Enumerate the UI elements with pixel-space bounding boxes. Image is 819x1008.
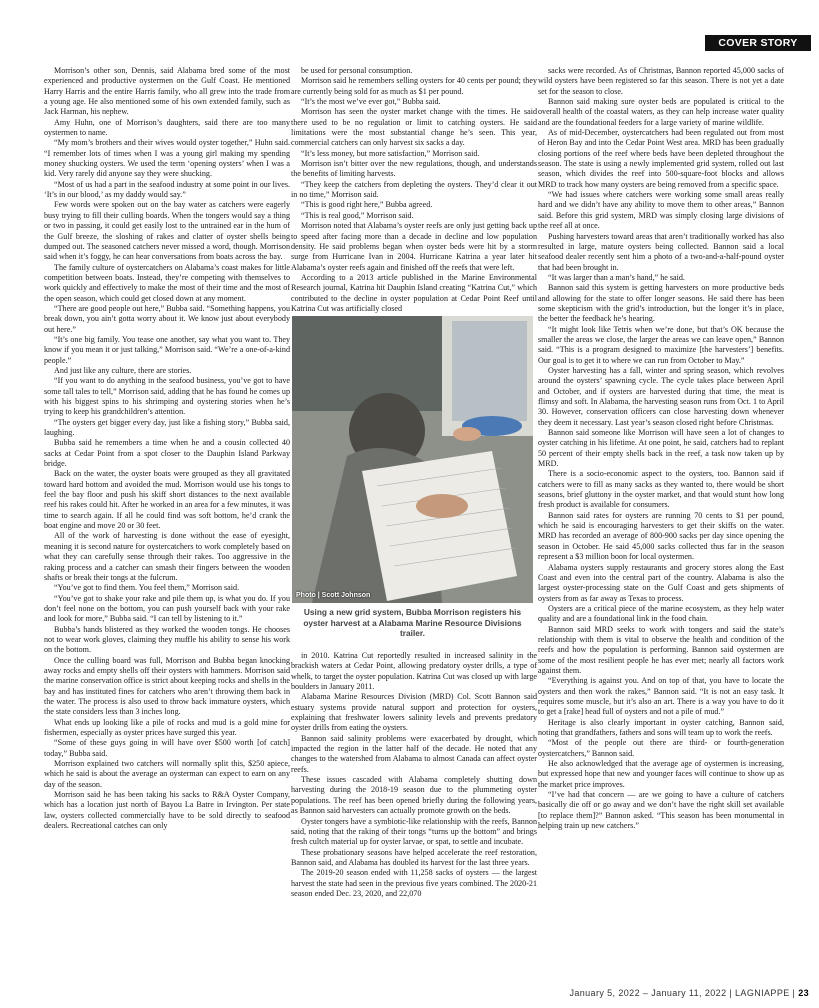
paragraph: “The oysters get bigger every day, just like a fishing story,” Bubba said, laughing.	[44, 417, 290, 438]
paragraph: Heritage is also clearly important in oyster catching, Bannon said, noting that grandfathers, fathers and sons will team up to work the reefs.	[538, 717, 784, 737]
paragraph: Morrison noted that Alabama’s oyster reefs are only just getting back up to speed after facing more than a decade in decline and low population density. He said problems began when oyster beds were hit by a storm surge from Hurricane Ivan in 2004. Hurricane Katrina a year later hit Alabama’s oyster reefs again and finished off the reefs that were left.	[291, 221, 537, 272]
paragraph: Pushing harvesters toward areas that aren’t traditionally worked has also resulted in large, mature oysters being collected. Bannon said a local seafood dealer recently sent him a photo of a two-and-a-half-pound oyster that had been brought in.	[538, 231, 784, 272]
paragraph: He also acknowledged that the average age of oystermen is increasing, but expressed hope that new and younger faces will continue to show up as the market price improves.	[538, 759, 784, 789]
article-photo	[292, 316, 533, 603]
article-column-1	[44, 66, 290, 956]
paragraph: Morrison said he remembers selling oysters for 40 cents per pound; they are currently being sold for as much as $1 per pound.	[291, 76, 537, 96]
paragraph: “Some of these guys going in will have over $500 worth [of catch] today,” Bubba said.	[44, 738, 290, 758]
paragraph: Once the culling board was full, Morrison and Bubba began knocking away rocks and empty shells off their oysters with hammers. Morrison said the marine conservation office is strict about keeping rocks and shells in the bay and has instituted fines for catchers who aren’t throwing them back in the water. The process is also used to throw back immature oysters, which the state considers less than 3 inches long.	[44, 655, 290, 717]
photo-illustration	[292, 316, 533, 603]
paragraph: Amy Huhn, one of Morrison’s daughters, said there are too many oystermen to name.	[44, 117, 290, 138]
paragraph: Morrison explained two catchers will normally split this, $250 apiece, which he said is about the average an oysterman can expect to earn on any day of the season.	[44, 759, 290, 789]
paragraph: Morrison said he has been taking his sacks to R&A Oyster Company, which has a location just north of Bayou La Batre in Irvington. Per state law, oysters collected commercially have to be sold directly to seafood dealers. Recreational catches can only	[44, 790, 290, 831]
paragraph: Alabama Marine Resources Division (MRD) Col. Scott Bannon said estuary systems provide natural support and protection for oysters, explaining that freshwater lowers salinity levels and prevents predatory oyster drills from eating the oysters.	[291, 692, 537, 733]
section-tag: COVER STORY	[705, 35, 811, 51]
paragraph: Bannon said rates for oysters are running 70 cents to $1 per pound, which he said is encouraging harvesters to get their skiffs on the water. MRD has recorded an average of 800-900 sacks per day since opening the season in October. He said 45,000 sacks collected thus far in the season represent a $3 million boon for local oystermen.	[538, 510, 784, 562]
article-column-3	[538, 66, 784, 956]
paragraph: Back on the water, the oyster boats were grouped as they all gravitated toward hard bottom and avoided the mud. Morrison would use his tongs to feel the bay floor and push his skiff short distances to the next available reef his rakes could hit. After he worked in an area for a few minutes, it was time to search again. If all he could find was soft bottom, he’d crank the boat engine and move 20 or 30 feet.	[44, 469, 290, 531]
paragraph: “Most of the people out there are third- or fourth-generation oystercatchers,” Bannon said.	[538, 738, 784, 758]
paragraph: “I’ve had that concern — are we going to have a culture of catchers basically die off or go away and we don’t have the right skill set available [to replace them]?” Bannon asked. “This season has been monumental in helping train up new catchers.”	[538, 790, 784, 831]
paragraph: There is a socio-economic aspect to the oysters, too. Bannon said if catchers were to fill as many sacks as they wanted to, there would be short seasons, brief gluttony in the oyster market, and that would stunt how long fresh product is available for consumers.	[538, 469, 784, 510]
paragraph: Morrison’s other son, Dennis, said Alabama bred some of the most experienced and productive oystermen on the Gulf Coast. He mentioned Harry Harris and the entire Harris family, who all grew into the trade from a young age. He also mentioned some of his own extended family, such as Jack Harman, his nephew.	[44, 66, 290, 117]
paragraph: Bubba said he remembers a time when he and a cousin collected 40 sacks at Cedar Point from a spot closer to the Dauphin Island Parkway bridge.	[44, 438, 290, 469]
paragraph: “They keep the catchers from depleting the oysters. They’d clear it out in no time,” Morrison said.	[291, 179, 537, 200]
paragraph: And just like any culture, there are stories.	[54, 365, 192, 375]
article-column-2-continued	[291, 651, 537, 956]
paragraph: Bannon said salinity problems were exacerbated by drought, which impacted the region in the latter half of the decade. He noted that any changes to the watershed from Alabama to almost Canada can affect oyster reefs.	[291, 733, 537, 774]
paragraph: in 2010. Katrina Cut reportedly resulted in increased salinity in the brackish waters at Cedar Point, allowing predatory oyster drills, a type of whelk, to target the oyster population. Katrina Cut was closed up with large boulders in January 2011.	[291, 651, 537, 692]
paragraph: Oyster harvesting has a fall, winter and spring season, which revolves around the oysters’ spawning cycle. The cycle takes place between April and October, and if oysters are harvested during that time, the meat is flimsy and soft. In Alabama, the harvesting season runs from Oct. 1 to April 30. However, conservation officers can close harvesting down whenever they deem it necessary. Last year’s season closed right before Christmas.	[538, 365, 784, 427]
paragraph: According to a 2013 article published in the Marine Environmental Research journal, Katrina hit Dauphin Island creating “Katrina Cut,” which contributed to the decline in oyster population at Cedar Point Reef until Katrina Cut was artificially closed	[291, 272, 537, 313]
paragraph: Bubba’s hands blistered as they worked the wooden tongs. He chooses not to wear work gloves, claiming they muffle his ability to sense his work on the bottom.	[44, 624, 290, 655]
paragraph: Alabama oysters supply restaurants and grocery stores along the East Coast and even into the central part of the country. Alabama is also the largest oyster-processing state on the Gulf Coast and gets shipments of oysters from as far away as Texas to process.	[538, 562, 784, 603]
paragraph: Few words were spoken out on the bay water as catchers were eagerly busy trying to fill their culling boards. When the tongers would say a thing or two in passing, it could get easily lost to the untrained ear in the hum of the Gulf breeze, the sloshing of rakes and clatter of oyster shells being dumped out. The seasoned catchers never missed a word, though. Morrison said when it’s foggy, he can hear conversations from boats across the bay.	[44, 200, 290, 262]
paragraph: sacks were recorded. As of Christmas, Bannon reported 45,000 sacks of wild oysters have been registered so far this season. There is not yet a date set for the season to close.	[538, 66, 784, 96]
paragraph: The 2019-20 season ended with 11,258 sacks of oysters — the largest harvest the state had seen in the previous five years combined. The 2020-21 season ended Dec. 23, 2020, and 22,070	[291, 868, 537, 898]
paragraph: Bannon said this system is getting harvesters on more productive beds and allowing for the state to offer longer seasons. He said there has been some skepticism with the grid’s introduction, but the longer it’s in place, the better the feedback he’s hearing.	[538, 283, 784, 324]
paragraph: “It’s the most we’ve ever got,” Bubba said.	[301, 97, 441, 107]
paragraph: “Everything is against you. And on top of that, you have to locate the oysters and then work the rakes,” Bannon said. “It is not an easy task. It requires some muscle, but it’s also an art. There is a way you have to do it to get a [rake] head full of oysters and not a pile of mud.”	[538, 676, 784, 717]
photo-credit: Photo | Scott Johnson	[296, 592, 371, 599]
paragraph: “If you want to do anything in the seafood business, you’ve got to have some tall tales to tell,” Morrison said, adding that he has found he comes up with his biggest spins to his shrimping and oystering stories when he’s trying to keep his grandchildren’s attention.	[44, 376, 290, 417]
paragraph: Oyster tongers have a symbiotic-like relationship with the reefs, Bannon said, noting that the raking of their tongs “turns up the bottom” and brings fresh cultch material up for oyster larvae, or spat, to settle and incubate.	[291, 816, 537, 847]
paragraph: “It’s one big family. You tease one another, say what you want to. They know if you mean it or just talking,” Morrison said. “We’re a one-of-a-kind people.”	[44, 334, 290, 365]
paragraph: “My mom’s brothers and their wives would oyster together,” Huhn said. “I remember lots of times when I was a young girl making my spending money shucking oysters. We used the term ‘opening oysters’ when I was a kid. Very rarely did anyone say they were shucking.	[44, 138, 290, 179]
paragraph: Bannon said someone like Morrison will have seen a lot of changes to oyster catching in his lifetime. At one point, he said, catchers had to replant 50 percent of their empty shells back in the reef, a task now taken up by MRD.	[538, 428, 784, 469]
page-footer	[569, 988, 809, 998]
photo-caption: Using a new grid system, Bubba Morrison registers his oyster harvest at a Alabama Marine Resource Divisions trailer.	[303, 607, 522, 638]
paragraph: Bannon said MRD seeks to work with tongers and said the state’s relationship with them is vital to observe the health and condition of the reefs and how the population is performing. Bannon said oystermen are some of the most resilient people he has ever met; nearly all factors work against them.	[538, 624, 784, 675]
paragraph: be used for personal consumption.	[301, 66, 413, 75]
paragraph: Morrison isn’t bitter over the new regulations, though, and understands the benefits of limiting harvests.	[291, 159, 537, 179]
paragraph: Bannon said making sure oyster beds are populated is critical to the overall health of the coastal waters, as they can help increase water quality and are the foundational feeders for a large variety of marine wildlife.	[538, 97, 784, 127]
paragraph: “You’ve got to find them. You feel them,” Morrison said.	[54, 583, 240, 593]
paragraph: “There are good people out here,” Bubba said. “Something happens, you break down, you ain’t gotta worry about it. We know just about everybody out here.”	[44, 303, 290, 334]
paragraph: “It’s less money, but more satisfaction,” Morrison said.	[301, 148, 480, 158]
paragraph: “We had issues where catchers were working some small areas really hard and we didn’t have any ability to move them to other areas,” Bannon said. Before this grid system, MRD was simply closing large divisions of the reef all at once.	[538, 190, 784, 231]
paragraph: “This is good right here,” Bubba agreed.	[301, 200, 433, 210]
paragraph: The family culture of oystercatchers on Alabama’s coast makes for little competition between boats. Instead, they’re competing with themselves to work quickly and effectively to make the most of their time and the most of the open season, which could get closed down at any moment.	[44, 262, 290, 303]
paragraph: “It might look like Tetris when we’re done, but that’s OK because the smaller the areas we close, the larger the areas we can leave open,” Bannon said. “This is a program designed to maximize [the harvesters’] benefits. Our goal is to get it to where we can run from October to May.”	[538, 324, 784, 365]
paragraph: “This is real good,” Morrison said.	[301, 210, 414, 220]
paragraph: Morrison has seen the oyster market change with the times. He said there used to be no regulation or limit to catching oysters. He said limitations were the most substantial change he’s seen. This year, commercial catchers can only harvest six sacks a day.	[291, 107, 537, 148]
paragraph: As of mid-December, oystercatchers had been regulated out from most of Heron Bay and into the Cedar Point West area. MRD has been gradually closing portions of the reef where beds have been depleted throughout the season. The state is using a newly implemented grid system, rolled out last season, which divides the reef into 500-square-foot blocks and allows MRD to track how many oysters are being removed from a specific space.	[538, 128, 784, 189]
paragraph: These issues cascaded with Alabama completely shutting down harvesting during the 2018-19 season due to the plummeting oyster populations. The reef has been opened briefly during the following years, as Bannon said harvesters can actually promote growth on the beds.	[291, 775, 537, 816]
paragraph: “You’ve got to shake your rake and pile them up, is what you do. If you don’t feel none on the bottom, you can push yourself back with your rake and look for more,” Bubba said. “I can tell by listening to it.”	[44, 593, 290, 624]
article-column-2	[291, 66, 537, 313]
paragraph: “It was larger than a man’s hand,” he said.	[548, 272, 685, 282]
paragraph: These probationary seasons have helped accelerate the reef restoration, Bannon said, and Alabama has doubled its harvest for the last three years.	[291, 847, 537, 867]
page-number: 23	[798, 988, 809, 998]
footer-dates: January 5, 2022 – January 11, 2022 | LAGNIAPPE |	[569, 988, 796, 998]
paragraph: “Most of us had a part in the seafood industry at some point in our lives. ‘It’s in our blood,’ as my daddy would say.”	[44, 179, 290, 200]
paragraph: Oysters are a critical piece of the marine ecosystem, as they help water quality and are a foundational link in the food chain.	[538, 603, 784, 624]
paragraph: All of the work of harvesting is done without the ease of eyesight, meaning it is second nature for oystercatchers to work completely based on what they can carefully sense through their rakes. Too aggressive in the raking process and a catcher can smash their fingers between the wooden shafts or break their tongs at the fulcrum.	[44, 531, 290, 582]
paragraph: What ends up looking like a pile of rocks and mud is a gold mine for fishermen, especially as oyster prices have surged this year.	[44, 717, 290, 737]
